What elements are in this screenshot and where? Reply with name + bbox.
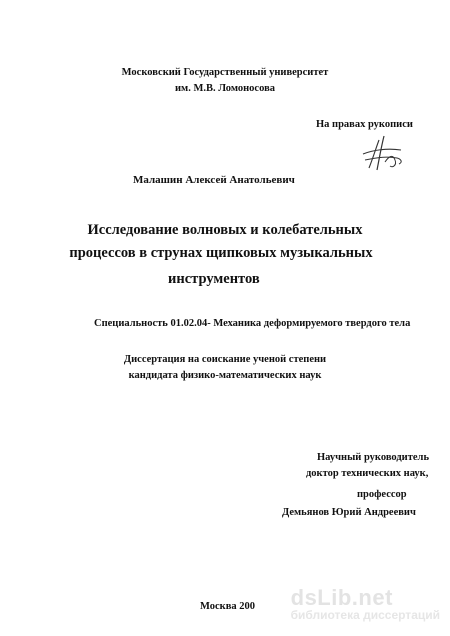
- title-line-2: процессов в струнах щипковых музыкальных: [69, 245, 373, 261]
- title-line-1: Исследование волновых и колебательных: [87, 222, 363, 238]
- title-line-3: инструментов: [168, 271, 260, 287]
- university-honorific: им. М.В. Ломоносова: [175, 83, 275, 94]
- site-watermark: [291, 587, 440, 622]
- university-name: Московский Государственный университет: [121, 67, 329, 78]
- specialty-line: Специальность 01.02.04- Механика деформируемого твердого тела: [94, 318, 411, 329]
- rights-note: На правах рукописи: [316, 119, 413, 130]
- author-name: Малашин Алексей Анатольевич: [133, 174, 295, 186]
- advisor-name: Демьянов Юрий Андреевич: [282, 507, 416, 518]
- city-year: Москва 200: [200, 601, 256, 612]
- advisor-degree: доктор технических наук,: [306, 468, 429, 479]
- watermark-site: dsLib.net: [290, 585, 393, 610]
- advisor-rank: профессор: [357, 489, 407, 500]
- advisor-role: Научный руководитель: [317, 452, 429, 463]
- dissertation-line-2: кандидата физико-математических наук: [128, 370, 322, 381]
- signature-image: [357, 132, 407, 174]
- dissertation-line-1: Диссертация на соискание ученой степени: [123, 354, 327, 365]
- watermark-caption: библиотека диссертаций: [290, 608, 440, 622]
